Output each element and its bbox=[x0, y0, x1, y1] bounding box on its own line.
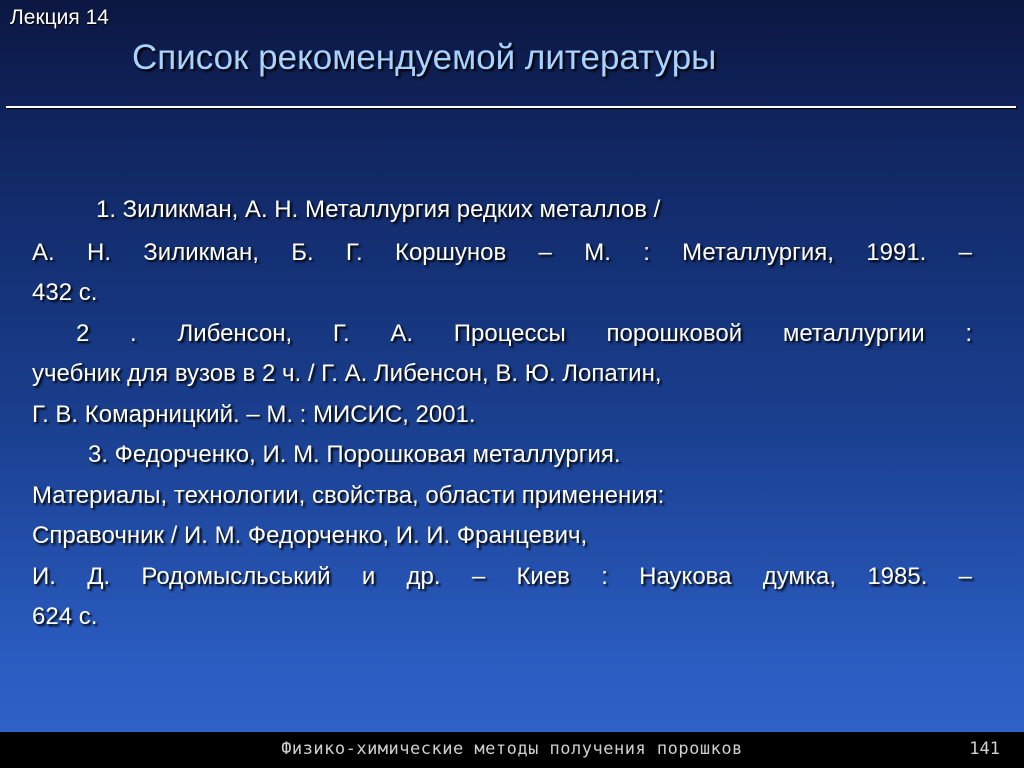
reference-line: А. Н. Зиликман, Б. Г. Коршунов – М. : Металлургия, 1991. – bbox=[32, 238, 972, 266]
reference-line: И. Д. Родомысльський и др. – Киев : Наукова думка, 1985. – bbox=[32, 562, 972, 590]
title-divider bbox=[6, 106, 1016, 108]
reference-line: 624 с. bbox=[32, 603, 98, 630]
lecture-label: Лекция 14 bbox=[10, 6, 109, 29]
footer-course-title: Физико-химические методы получения порошков bbox=[281, 739, 743, 759]
page-number: 141 bbox=[969, 739, 1000, 759]
reference-line: 3. Федорченко, И. М. Порошковая металлургия. bbox=[88, 441, 621, 468]
reference-line: 432 с. bbox=[32, 279, 98, 306]
reference-line: учебник для вузов в 2 ч. / Г. А. Либенсон, В. Ю. Лопатин, bbox=[32, 360, 662, 387]
reference-line: Г. В. Комарницкий. – М. : МИСИС, 2001. bbox=[32, 400, 476, 428]
reference-line: Справочник / И. М. Федорченко, И. И. Францевич, bbox=[32, 522, 588, 549]
reference-line: Материалы, технологии, свойства, области применения: bbox=[32, 481, 665, 509]
reference-line: 2 . Либенсон, Г. А. Процессы порошковой металлургии : bbox=[76, 319, 972, 347]
reference-line: 1. Зиликман, А. Н. Металлургия редких металлов / bbox=[96, 196, 661, 223]
footer-bar bbox=[0, 732, 1024, 768]
slide-title: Список рекомендуемой литературы bbox=[132, 38, 717, 77]
references-list bbox=[32, 190, 972, 638]
